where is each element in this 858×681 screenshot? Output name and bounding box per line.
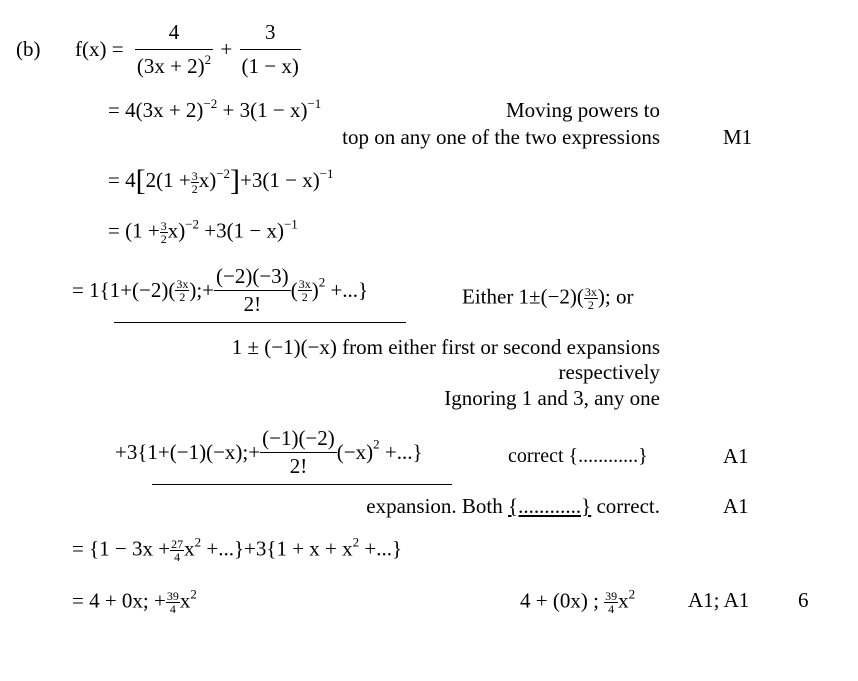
small-fraction xyxy=(170,538,184,563)
expr-part: x) xyxy=(167,218,186,243)
fraction-numerator: (−1)(−2) xyxy=(260,428,337,453)
plus-sign: + xyxy=(220,37,233,61)
answer-summary xyxy=(520,586,636,616)
small-fraction-denominator: 2 xyxy=(587,298,594,312)
mark-m1: M1 xyxy=(723,125,753,149)
fraction-denominator: 2! xyxy=(243,292,262,316)
small-fraction-numerator: 3 xyxy=(191,168,198,183)
expr-part: = 1{1+(−2)( xyxy=(72,278,176,302)
answer-part: 4 + (0x) ; xyxy=(520,588,605,613)
power: 2 xyxy=(352,534,360,550)
right-bracket: ] xyxy=(230,164,241,197)
answer-part: x xyxy=(618,588,629,613)
underline-first-expansion xyxy=(114,322,406,323)
line-6-second-expansion xyxy=(115,428,423,477)
line-8-final xyxy=(72,586,197,616)
expr-part: = {1 − 3x + xyxy=(72,536,171,561)
line-1-function-definition xyxy=(75,22,301,77)
expr-part: +...} xyxy=(359,536,403,561)
expr-part: x xyxy=(184,536,195,561)
note-both-correct xyxy=(366,496,660,517)
expr-part: = 4 + 0x; + xyxy=(72,588,166,613)
fraction-numerator: 4 xyxy=(135,22,213,50)
fraction-numerator: (−2)(−3) xyxy=(214,266,291,291)
power: −2 xyxy=(216,166,231,181)
expr-part: +...}+3{1 + x + x xyxy=(201,536,353,561)
expr-part: +...} xyxy=(379,440,423,464)
expr-part: (−x) xyxy=(336,440,374,464)
power: 2 xyxy=(628,586,636,602)
fraction-denominator: 2! xyxy=(289,454,308,478)
total-marks: 6 xyxy=(798,588,809,612)
expr-part: x) xyxy=(198,168,217,192)
lhs-fx: f(x) = xyxy=(75,37,124,61)
mark-a1-second: A1 xyxy=(723,494,749,518)
small-fraction-numerator: 3 xyxy=(160,219,167,233)
power: −2 xyxy=(185,216,200,232)
line-3-factorised xyxy=(108,166,334,196)
line-2-rewrite xyxy=(108,96,322,122)
small-fraction-numerator: 39 xyxy=(605,589,618,603)
line-5-first-expansion xyxy=(72,266,368,315)
part-label: (b) xyxy=(16,37,41,61)
small-fraction-numerator: 3x xyxy=(176,277,189,291)
underline-second-expansion xyxy=(152,484,452,485)
small-fraction xyxy=(604,590,618,615)
note-expansion-line2: respectively xyxy=(558,360,660,384)
fraction-numerator: 3 xyxy=(240,22,301,50)
expr-part: +3(1 − x) xyxy=(199,218,284,243)
note-part: {............} xyxy=(508,494,592,518)
small-fraction-numerator: 27 xyxy=(171,537,184,551)
line-7-combined xyxy=(72,534,403,564)
expr-part: +3{1+(−1)(−x);+ xyxy=(115,440,261,464)
note-moving-powers-line2: top on any one of the two expressions xyxy=(342,125,660,149)
small-fraction xyxy=(191,170,199,195)
small-fraction xyxy=(175,278,189,303)
expr-part: = (1 + xyxy=(108,218,160,243)
power: −2 xyxy=(203,96,218,111)
power: 2 xyxy=(318,274,326,290)
small-fraction xyxy=(160,220,168,245)
small-fraction-numerator: 3x xyxy=(298,277,311,291)
mark-final: A1; A1 xyxy=(688,588,750,612)
note-moving-powers-line1: Moving powers to xyxy=(506,98,660,122)
fraction-4-over-3x-plus-2-squared xyxy=(135,22,213,77)
expr-part: +3(1 − x) xyxy=(240,168,320,192)
power: −1 xyxy=(283,216,298,232)
small-fraction xyxy=(166,590,180,615)
expr-part: );+ xyxy=(189,278,215,302)
note-correct: correct {............} xyxy=(508,445,648,467)
expr-part: +...} xyxy=(325,278,369,302)
power: −1 xyxy=(319,166,334,181)
fraction-denominator xyxy=(135,50,213,77)
line-4-normalised xyxy=(108,216,298,246)
small-fraction-denominator: 2 xyxy=(160,232,167,246)
expr-part: x xyxy=(179,588,191,613)
expr-part: 2(1 + xyxy=(145,168,191,192)
denominator-text: (3x + 2) xyxy=(136,54,205,78)
power: 2 xyxy=(373,436,380,452)
note-expansion-line3: Ignoring 1 and 3, any one xyxy=(444,386,660,410)
small-fraction-numerator: 3x xyxy=(584,285,597,299)
small-fraction-denominator: 4 xyxy=(608,602,615,616)
mark-a1-first: A1 xyxy=(723,444,749,468)
small-fraction xyxy=(584,286,598,311)
small-fraction xyxy=(298,278,312,303)
fraction-denominator: (1 − x) xyxy=(241,54,299,78)
left-bracket: [ xyxy=(135,164,146,197)
note-part: correct. xyxy=(591,494,660,518)
note-either xyxy=(462,286,634,311)
note-part: expansion. Both xyxy=(366,494,509,518)
power: 2 xyxy=(194,534,202,550)
expr-part: ) xyxy=(311,278,319,302)
note-expansion-line1: 1 ± (−1)(−x) from either first or second expansions xyxy=(231,335,660,359)
small-fraction-numerator: 39 xyxy=(166,589,179,603)
power: 2 xyxy=(190,586,197,602)
expr-part: = 4(3x + 2) xyxy=(108,98,204,122)
small-fraction-denominator: 2 xyxy=(179,290,186,304)
power: −1 xyxy=(307,96,322,111)
denominator-power: 2 xyxy=(204,52,212,67)
fraction-3-over-1-minus-x xyxy=(240,22,301,77)
fraction-coefficient xyxy=(214,266,291,315)
small-fraction-denominator: 2 xyxy=(301,290,308,304)
note-part: Either 1±(−2)( xyxy=(462,284,584,309)
expr-part: = 4 xyxy=(108,168,136,192)
small-fraction-denominator: 2 xyxy=(191,181,198,196)
expr-part: + 3(1 − x) xyxy=(217,98,308,122)
expr-part: ( xyxy=(290,278,298,302)
small-fraction-denominator: 4 xyxy=(169,602,176,616)
fraction-coefficient xyxy=(260,428,337,477)
note-part: ); or xyxy=(597,284,634,309)
small-fraction-denominator: 4 xyxy=(174,550,181,564)
